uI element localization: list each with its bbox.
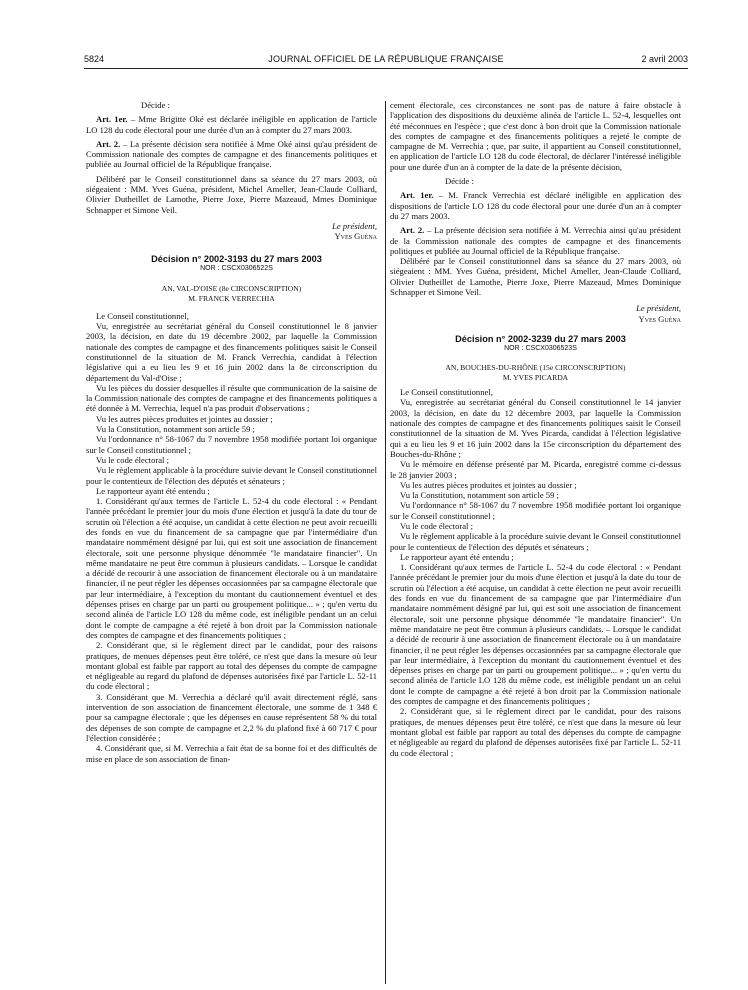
paragraph: 1. Considérant qu'aux termes de l'article L. 52-4 du code électoral : « Pendant l'année précédant le premier jour du mois d'une élection et jusqu'à la date du tour de scrutin où l'élection a été acquise, un candidat à cette élection ne peut avoir recueilli des fonds en vue du financement de sa campagne que par l'intermédiaire d'un mandataire nommément désigné par lui, qui est soit une association de financement électorale, soit une personne physique dénommée "le mandataire financier". Un même mandataire ne peut être commun à plusieurs candidats. – Lorsque le candidat a décidé de recourir à une association de financement électorale ou à un mandataire financier, il ne peut régler les dépenses occasionnées par sa campagne électorale que par leur intermédiaire, à l'exception du montant du cautionnement éventuel et des dépenses prises en charge par un parti ou groupement politique... » ; qu'en vertu du second alinéa de l'article LO 128 du même code, est inéligible pendant un an celui dont le compte de campagne a été rejeté à bon droit par la Commission nationale des comptes de campagne et des financements politiques ; [390,562,681,707]
paragraph: Vu le code électoral ; [96,454,169,465]
circonscription: AN, BOUCHES-DU-RHÔNE (15e CIRCONSCRIPTION) [445,362,626,372]
column-divider [385,101,386,984]
decision-title: Décision n° 2002-3239 du 27 mars 2003 [455,333,626,344]
journal-title: JOURNAL OFFICIEL DE LA RÉPUBLIQUE FRANÇAISE [268,54,504,64]
article-1: Art. 1er. – Mme Brigitte Oké est déclarée inéligible en application de l'article LO 128 du code électoral pour une durée d'un an à compter du 27 mars 2003. [86,114,377,135]
decision-body [390,387,681,758]
deliberation: Délibéré par le Conseil constitutionnel dans sa séance du 27 mars 2003, où siégeaient : MM. Yves Guéna, président, Michel Ameller, Jean-Claude Colliard, Olivier Dutheillet de Lamothe, Pierre Joxe, Pierre Mazeaud, Mmes Dominique Schnapper et Simone Veil. [86,173,377,215]
paragraph: Le Conseil constitutionnel, [96,310,189,321]
page-header [84,54,688,68]
paragraph: Vu le mémoire en défense présenté par M. Picarda, enregistré comme ci-dessus le 28 janvier 2003 ; [390,459,681,480]
paragraph: Vu les pièces du dossier desquelles il résulte que communication de la saisine de la Commission nationale des comptes de campagne et des financements politiques a été donnée à M. Verrechia, lequel n'a pas produit d'observations ; [86,382,377,414]
decide-heading: Décide : [445,176,474,187]
paragraph: 2. Considérant que, si le règlement direct par le candidat, pour des raisons pratiques, de menues dépenses peut être toléré, ce n'est que dans la mesure où leur montant global est faible par rapport au total des dépenses du compte de campagne et négligeable au regard du plafond de dépenses autorisées fixé par l'article L. 52-11 du code électoral ; [86,640,377,692]
paragraph: Le Conseil constitutionnel, [400,387,493,398]
circonscription: AN, VAL-D'OISE (8e CIRCONSCRIPTION) [161,284,302,294]
continued-paragraph: cement électorale, ces circonstances ne sont pas de nature à faire obstacle à l'application des dispositions du deuxième alinéa de l'article L. 52-4, lesquelles ont été méconnues en l'espèce ; que c'est donc à bon droit que la Commission nationale des comptes de campagne et des financements politiques a rejeté le compte de campagne de M. Verrechia ; que, par suite, il appartient au Conseil constitutionnel, en application de l'article LO 128 du code électoral, de déclarer l'intéressé inéligible pour une durée d'un an à compter de la date de la présente décision, [390,100,681,172]
decision-body [86,311,377,764]
article-2: Art. 2. – La présente décision sera notifiée à Mme Oké ainsi qu'au président de Commission nationale des comptes de campagne et des financements politiques et publiée au Journal officiel de la République française. [86,138,378,170]
nor-reference: NOR : CSCX0306522S [200,264,273,272]
candidate-name: M. YVES PICARDA [502,372,569,382]
article-1: Art. 1er. – M. Franck Verrechia est déclaré inéligible en application des dispositions de l'article LO 128 du code électoral pour une durée d'un an à compter du 27 mars 2003. [390,190,681,221]
paragraph: Vu la Constitution, notamment son article 59 ; [400,490,559,501]
paragraph: Vu les autres pièces produites et jointes au dossier ; [96,413,273,424]
candidate-name: M. FRANCK VERRECHIA [188,294,275,304]
decision-title: Décision n° 2002-3193 du 27 mars 2003 [151,253,322,264]
paragraph: Vu l'ordonnance n° 58-1067 du 7 novembre 1958 modifiée portant loi organique sur le Conseil constitutionnel ; [86,434,377,455]
paragraph: Vu le règlement applicable à la procédure suivie devant le Conseil constitutionnel pour le contentieux de l'élection des députés et sénateurs ; [390,531,681,552]
paragraph: Vu le code électoral ; [400,520,473,531]
paragraph: Vu le règlement applicable à la procédure suivie devant le Conseil constitutionnel pour le contentieux de l'élection des députés et sénateurs ; [86,465,377,486]
signature-name: Yves Guéna [638,313,681,324]
paragraph: 2. Considérant que, si le règlement direct par le candidat, pour des raisons pratiques, de menues dépenses peut être toléré, ce n'est que dans la mesure où leur montant global est faible par rapport au total des dépenses du compte de campagne et négligeable au regard du plafond de dépenses autorisées fixé par l'article L. 52-11 du code électoral ; [390,706,681,758]
article-2: Art. 2. – La présente décision sera notifiée à M. Verrechia ainsi qu'au président de la Commission nationale des comptes de campagne et des financements politiques et publiée au Journal officiel de la République française. [390,225,681,256]
paragraph: Vu l'ordonnance n° 58-1067 du 7 novembre 1958 modifiée portant loi organique sur le Conseil constitutionnel ; [390,500,681,521]
header-rule [84,68,688,69]
signature-role: Le président, [332,220,377,231]
paragraph: Vu la Constitution, notamment son article 59 ; [96,424,255,435]
deliberation: Délibéré par le Conseil constitutionnel dans sa séance du 27 mars 2003, où siégeaient : MM. Yves Guéna, président, Michel Ameller, Jean-Claude Colliard, Olivier Dutheillet de Lamothe, Pierre Joxe, Pierre Mazeaud, Mmes Dominique Schnapper et Simone Veil. [390,256,681,298]
decide-heading: Décide : [141,100,170,110]
nor-reference: NOR : CSCX0306523S [504,345,577,353]
paragraph: Le rapporteur ayant été entendu ; [96,485,210,496]
signature-role: Le président, [636,303,681,314]
right-column [390,100,681,758]
paragraph: 3. Considérant que M. Verrechia a déclaré qu'il avait directement réglé, sans intervention de son association de financement électorale, une somme de 1 348 € pour sa campagne électorale ; que les dépenses en cause représentent 58 % du total des dépenses de son compte de campagne et 2,2 % du plafond fixé à 60 717 € pour l'élection considérée ; [86,691,377,743]
signature-name: Yves Guéna [334,231,377,242]
paragraph: Le rapporteur ayant été entendu ; [400,551,514,562]
issue-date: 2 avril 2003 [641,54,688,64]
paragraph: Vu les autres pièces produites et jointes au dossier ; [400,479,577,490]
paragraph: Vu, enregistrée au secrétariat général du Conseil constitutionnel le 14 janvier 2003, la décision, en date du 12 décembre 2003, par laquelle la Commission nationale des comptes de campagne et des financements politiques saisit le Conseil constitutionnel de la situation de M. Yves Picarda, candidat à l'élection législative qui a eu lieu les 9 et 16 juin 2002 dans la 15e circonscription du département des Bouches-du-Rhône ; [390,397,681,459]
paragraph: Vu, enregistrée au secrétariat général du Conseil constitutionnel le 8 janvier 2003, la décision, en date du 19 décembre 2002, par laquelle la Commission nationale des comptes de campagne et des financements politiques saisit le Conseil constitutionnel de la situation de M. Franck Verrechia, candidat à l'élection législative qui a eu lieu les 9 et 16 juin 2002 dans la 8e circonscription du département du Val-d'Oise ; [86,321,377,383]
page-number: 5824 [84,54,105,64]
paragraph: 1. Considérant qu'aux termes de l'article L. 52-4 du code électoral : « Pendant l'année précédant le premier jour du mois d'une élection et jusqu'à la date du tour de scrutin où l'élection a été acquise, un candidat à cette élection ne peut avoir recueilli des fonds en vue du financement de sa campagne que par l'intermédiaire d'un mandataire nommément désigné par lui, qui est soit une association de financement électorale, soit une personne physique dénommée "le mandataire financier". Un même mandataire ne peut être commun à plusieurs candidats. – Lorsque le candidat a décidé de recourir à une association de financement électorale ou à un mandataire financier, il ne peut régler les dépenses occasionnées par sa campagne électorale que par leur intermédiaire, à l'exception du montant du cautionnement éventuel et des dépenses prises en charge par un parti ou groupement politique... » ; qu'en vertu du second alinéa de l'article LO 128 du même code, est inéligible pendant un an celui dont le compte de campagne a été rejeté à bon droit par la Commission nationale des comptes de campagne et des financements politiques ; [86,496,377,640]
paragraph: 4. Considérant que, si M. Verrechia a fait état de sa bonne foi et des difficultés de mise en place de son association de finan- [86,743,377,764]
left-column [86,100,377,764]
